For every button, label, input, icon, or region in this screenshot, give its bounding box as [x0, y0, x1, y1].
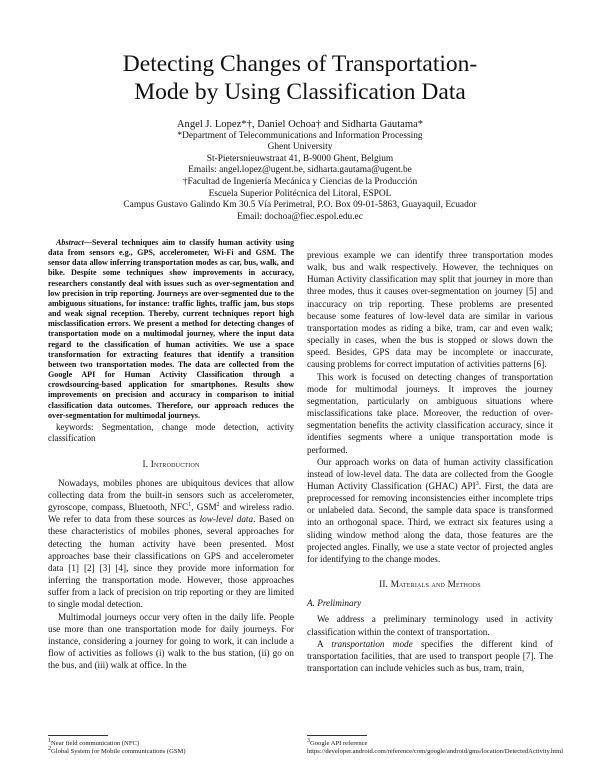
left-column — [48, 238, 294, 671]
body-paragraph: A transportation mode specifies the different kind of transportation facilities, that are used to transport people [7]. The transportation can include vehicles such as bus, tram, train, — [307, 638, 553, 673]
body-paragraph: previous example we can identify three transportation modes walk, bus and walk respectively. However, the techniques on Human Activity classification may split that journey in more than three modes, thus it causes over-segmentation on journey [5] and inaccuracy on trip reporting. These problems are presented because some features of low-level data are similar in various transportation modes as riding a bike, tram, car and even walk; specially in cases, when the bus is stopped or slows down the speed. Besides, GPS data may be incomplete or inaccurate, causing problems for correct imputation of activities patterns [6]. — [307, 250, 553, 370]
section-heading-introduction: I. Introduction — [142, 458, 200, 469]
affiliation-email: Emails: angel.lopez@ugent.be, sidharta.gautama@ugent.be — [188, 165, 412, 176]
author-block — [0, 119, 600, 223]
footnote-marker: 1 — [188, 502, 192, 509]
body-paragraph: This work is focused on detecting changes of transportation mode for multimodal journeys. It improves the journey segmentation, particularly on ambiguous situations where misclassifications take place. Moreover, the reduction of over-segmentation benefits the activity classification accuracy, since it identifies segments where a unique transportation mode is performed. — [307, 371, 553, 455]
body-paragraph: We address a preliminary terminology used in activity classification within the context of transportation. — [307, 614, 553, 637]
right-column — [307, 249, 553, 674]
abstract-label: Abstract — [56, 238, 84, 247]
keywords: keywords: Segmentation, change mode detection, activity classification — [48, 421, 294, 444]
affiliation-email: Email: dochoa@fiec.espol.edu.ec — [237, 211, 363, 222]
footnote: $^2$Global System for Mobile communications (GSM) — [48, 746, 186, 756]
affiliation-line: *Department of Telecommunications and Information Processing — [177, 130, 423, 141]
footnote-divider — [48, 735, 108, 736]
affiliation-line: †Facultad de Ingeniería Mecánica y Ciencias de la Producción — [182, 176, 418, 187]
abstract — [48, 238, 294, 421]
intro-paragraph: Nowadays, mobiles phones are ubiquitous devices that allow collecting data from the built-in sensors such as accelerometer, gyroscope, compass, Bluetooth, NFC$^1$, GSM$^2$ and wireless radio. We refer to data from these sources as low-level data. Based on these characteristics of mobiles phones, several approaches for detecting the human activity have been presented. Most approaches base their classifications on GPS and accelerometer data [1] [2] [3] [4], since they provide more information for inferring the transportation mode. However, those approaches suffer from a lack of precision on trip reporting or they are limited to single modal detection. — [48, 477, 295, 610]
paper-title: Detecting Changes of Transportation-Mode by Using Classification Data — [122, 51, 478, 105]
author-names: Angel J. Lopez*†, Daniel Ochoa† and Sidharta Gautama* — [176, 119, 424, 130]
affiliation-line: St-Pietersnieuwstraat 41, B-9000 Ghent, Belgium — [206, 153, 394, 164]
affiliation-line: Campus Gustavo Galindo Km 30.5 Vía Perimetral, P.O. Box 09-01-5863, Guayaquil, Ecuador — [123, 200, 477, 211]
body-paragraph: Our approach works on data of human activity classification instead of low-level data. The data are collected from the Google Human Activity Classification (GHAC) API$^3$. First, the data are preprocessed for removing inconsistencies either incomplete trips or unlabeled data. Second, the sample data space is transformed into an orthogonal space. Third, we extract six features using a sliding window method along the data, those features are the projected angles. Finally, we use a state vector of projected angles for identifying to the change modes. — [307, 456, 553, 564]
affiliation-line: Escuela Superior Politécnica del Litoral, ESPOL — [208, 188, 392, 199]
section-heading-materials-methods: II. Materials and Methods — [379, 579, 481, 590]
footnotes-left — [48, 737, 294, 757]
footnote: $^3$Google API reference https://developer.android.com/reference/com/google/android/gms/location/DetectedActivity.html — [307, 737, 564, 756]
footnote-marker: 3 — [475, 480, 479, 487]
intro-paragraph: Multimodal journeys occur very often in the daily life. People use more than one transportation mode for daily journeys. For instance, considering a journey for going to work, it can include a flow of activities as follows (i) walk to the bus station, (ii) go on the bus, and (iii) walk at office. In the — [48, 611, 294, 671]
subsection-heading-preliminary: A. Preliminary — [307, 598, 362, 609]
footnote: $^1$Near field communication (NFC) — [48, 737, 140, 747]
affiliation-line: Ghent University — [267, 142, 333, 153]
footnote-marker: 2 — [216, 502, 220, 509]
abstract-text: —Several techniques aim to classify human activity using data from sensors e.g., GPS, accelerometer, Wi-Fi and GSM. The sensor data allow inferring transportation modes as car, bus, walk, and bike. Despite some techniques show improvements in accuracy, researchers constantly deal with issues such as over-segmentation and low precision in trip reporting. Journeys are over-segmented due to the ambiguous situations, for instance: traffic lights, traffic jam, bus stops and weak signal reception. Thereby, current techniques report high misclassification errors. We present a method for detecting changes of transportation mode on a multimodal journey, where the input data regard to the classification of human activities. We use a space transformation for extracting features that identify a transition between two transportation modes. The data are collected from the Google API for Human Activity Classification through a crowdsourcing-based application for smartphones. Results show improvements on precision and accuracy in comparison to initial classification data outcomes. Therefore, our approach reduces the over-segmentation for multimodal journeys. — [48, 238, 294, 420]
footnote-divider — [307, 735, 367, 736]
footnotes-right — [307, 737, 564, 757]
